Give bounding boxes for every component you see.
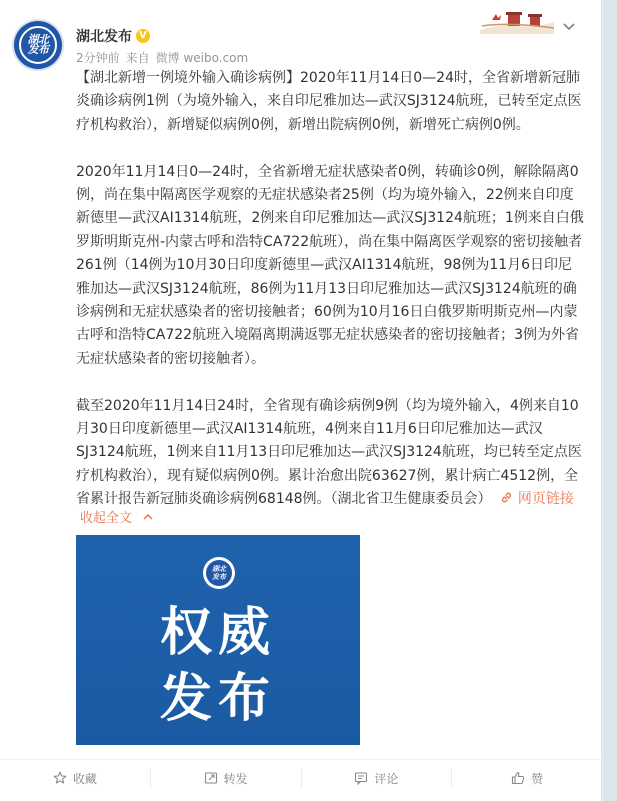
- favorite-button[interactable]: [0, 768, 151, 788]
- collapse-full-text[interactable]: [80, 507, 154, 526]
- post-image-logo-text: [206, 560, 232, 586]
- account-name[interactable]: 湖北发布: [76, 29, 132, 45]
- comment-icon: [354, 771, 368, 785]
- post-image[interactable]: [76, 535, 360, 745]
- source-prefix: 来自: [125, 51, 150, 65]
- verified-badge-icon: V: [136, 29, 150, 43]
- repost-icon: [204, 771, 218, 785]
- like-label: 赞: [531, 771, 544, 786]
- collapse-label: 收起全文: [80, 511, 133, 526]
- favorite-label: 收藏: [72, 771, 97, 786]
- avatar[interactable]: [14, 21, 62, 69]
- repost-label: 转发: [223, 771, 248, 786]
- link-icon: [500, 491, 513, 504]
- web-link-label: 网页链接: [517, 491, 574, 508]
- star-icon: [53, 771, 67, 785]
- action-bar: [0, 759, 602, 796]
- web-link[interactable]: [492, 491, 574, 507]
- great-wall-decoration-icon: [478, 4, 556, 34]
- post-image-logo: [203, 557, 235, 589]
- post-paragraph-1: 【湖北新增一例境外输入确诊病例】2020年11月14日0—24时，全省新增新冠肺炎确诊病例1例（为境外输入，来自印尼雅加达—武汉SJ3124航班，已转至定点医疗机构救治），新增疑似病例0例，新增出院病例0例，新增死亡病例0例。: [76, 70, 582, 133]
- post-meta: [76, 49, 248, 66]
- comment-label: 评论: [374, 771, 399, 786]
- thumbs-up-icon: [511, 771, 525, 785]
- post-image-logo-line1: 湖北: [212, 565, 226, 573]
- page-background-strip: [603, 0, 617, 801]
- post-time[interactable]: 2分钟前: [76, 51, 120, 65]
- chevron-up-icon: [142, 511, 154, 523]
- post-paragraph-3-wrapper: [76, 395, 584, 512]
- post-image-logo-line2: 发布: [212, 573, 226, 581]
- avatar-text: [14, 35, 62, 55]
- comment-button[interactable]: [302, 768, 453, 788]
- source-name[interactable]: 微博 weibo.com: [155, 51, 249, 65]
- post-image-headline-line1: 权威: [159, 603, 276, 663]
- like-button[interactable]: [452, 768, 602, 788]
- chevron-down-icon[interactable]: [561, 18, 577, 34]
- repost-button[interactable]: [151, 768, 302, 788]
- account-name-row: [76, 26, 150, 46]
- post-paragraph-2: 2020年11月14日0—24时，全省新增无症状感染者0例，转确诊0例，解除隔离0例，尚在集中隔离医学观察的无症状感染者25例（均为境外输入，22例来自印度新德里—武汉AI1314航班，2例来自印尼雅加达—武汉SJ3124航班；1例来自白俄罗斯明斯克州-内蒙古呼和浩特CA722航班），尚在集中隔离医学观察的密切接触者261例（14例为10月30日印度新德里—武汉AI1314航班，98例为11月6日印尼雅加达—武汉SJ3124航班，86例为11月13日印尼雅加达—武汉SJ3124航班的确诊病例和无症状感染者的密切接触者；60例为10月16日白俄罗斯明斯克州—内蒙古呼和浩特CA722航班入境隔离期满返鄂无症状感染者的密切接触者；3例为外省无症状感染者的密切接触者）。: [76, 163, 584, 367]
- avatar-text-line2: 发布: [27, 43, 49, 56]
- avatar-text-line1: 湖北: [27, 33, 49, 46]
- post-paragraph-3: 截至2020年11月14日24时，全省现有确诊病例9例（均为境外输入，4例来自10月30日印度新德里—武汉AI1314航班，4例来自11月6日印尼雅加达—武汉SJ3124航班，1例来自11月13日印尼雅加达—武汉SJ3124航班，均已转至定点医疗机构救治），现有疑似病例0例。累计治愈出院63627例，累计病亡4512例，全省累计报告新冠肺炎确诊病例68148例。（湖北省卫生健康委员会）: [76, 397, 582, 508]
- post-image-headline-line2: 发布: [159, 669, 276, 729]
- post-content: [76, 67, 584, 512]
